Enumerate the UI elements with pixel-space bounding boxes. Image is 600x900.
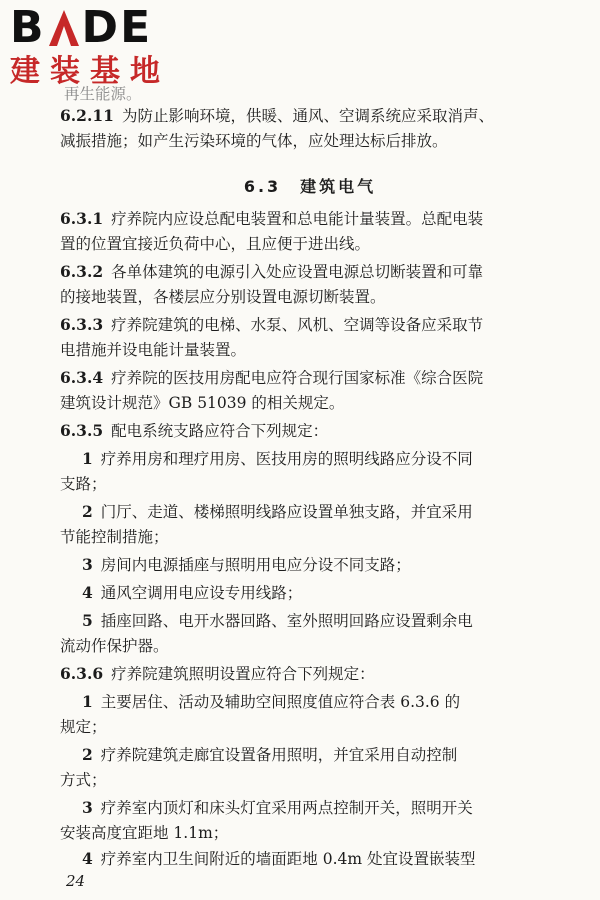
list-item: 2 疗养院建筑走廊宜设置备用照明，并宜采用自动控制 bbox=[82, 745, 458, 764]
logo-letter-b: B bbox=[10, 2, 46, 53]
clause-6-3-6-intro: 6.3.6 疗养院建筑照明设置应符合下列规定： bbox=[60, 664, 375, 683]
clause-6-3-5-intro: 6.3.5 配电系统支路应符合下列规定： bbox=[60, 421, 329, 440]
list-item: 1 主要居住、活动及辅助空间照度值应符合表 6.3.6 的 bbox=[82, 692, 461, 711]
list-item: 4 通风空调用电应设专用线路； bbox=[82, 583, 303, 602]
clause-6-3-1-line2: 置的位置宜接近负荷中心，且应便于进出线。 bbox=[60, 235, 371, 253]
clause-6-3-2-line1: 6.3.2 各单体建筑的电源引入处应设置电源总切断装置和可靠 bbox=[60, 262, 484, 281]
bade-logo bbox=[10, 4, 185, 94]
page-number: 24 bbox=[66, 872, 86, 890]
clause-6-3-4-line2: 建筑设计规范》GB 51039 的相关规定。 bbox=[60, 394, 345, 412]
list-item: 3 疗养室内顶灯和床头灯宜采用两点控制开关，照明开关 bbox=[82, 798, 473, 817]
clause-6-3-4-line1: 6.3.4 疗养院的医技用房配电应符合现行国家标准《综合医院 bbox=[60, 368, 484, 387]
list-item-continuation: 流动作保护器。 bbox=[60, 637, 169, 655]
clause-number: 6.3.6 bbox=[60, 664, 104, 683]
list-item-continuation: 规定； bbox=[60, 718, 107, 736]
list-item-continuation: 支路； bbox=[60, 475, 107, 493]
clause-number: 6.3.5 bbox=[60, 421, 104, 440]
clause-6-2-11-line1: 6.2.11 为防止影响环境，供暖、通风、空调系统应采取消声、 bbox=[60, 106, 494, 125]
clause-6-3-3-line2: 电措施并设电能计量装置。 bbox=[60, 341, 247, 359]
list-item: 4 疗养室内卫生间附近的墙面距地 0.4m 处宜设置嵌装型 bbox=[82, 849, 476, 868]
clause-number: 6.3.1 bbox=[60, 209, 104, 228]
logo-letters-de: DE bbox=[81, 2, 153, 53]
list-item-continuation: 节能控制措施； bbox=[60, 528, 169, 546]
logo-a-icon bbox=[47, 8, 81, 48]
logo-tagline: 建装基地 bbox=[10, 54, 170, 89]
list-item: 1 疗养用房和理疗用房、医技用房的照明线路应分设不同 bbox=[82, 449, 473, 468]
list-item-continuation: 方式； bbox=[60, 771, 107, 789]
clause-number: 6.3.2 bbox=[60, 262, 104, 281]
clause-6-3-1-line1: 6.3.1 疗养院内应设总配电装置和总电能计量装置。总配电装 bbox=[60, 209, 484, 228]
page-top-fragment: 再生能源。 bbox=[64, 85, 142, 103]
logo-wordmark bbox=[10, 4, 185, 52]
list-item: 5 插座回路、电开水器回路、室外照明回路应设置剩余电 bbox=[82, 611, 473, 630]
list-item: 3 房间内电源插座与照明用电应分设不同支路； bbox=[82, 555, 411, 574]
clause-6-2-11-line2: 减振措施；如产生污染环境的气体，应处理达标后排放。 bbox=[60, 132, 448, 150]
list-item-continuation: 安装高度宜距地 1.1m； bbox=[60, 824, 229, 842]
clause-number: 6.2.11 bbox=[60, 106, 114, 125]
list-item: 2 门厅、走道、楼梯照明线路应设置单独支路，并宜采用 bbox=[82, 502, 473, 521]
clause-6-3-2-line2: 的接地装置，各楼层应分别设置电源切断装置。 bbox=[60, 288, 386, 306]
clause-number: 6.3.3 bbox=[60, 315, 104, 334]
clause-6-3-3-line1: 6.3.3 疗养院建筑的电梯、水泵、风机、空调等设备应采取节 bbox=[60, 315, 484, 334]
section-heading: 6.3 建筑电气 bbox=[243, 177, 377, 196]
clause-number: 6.3.4 bbox=[60, 368, 104, 387]
